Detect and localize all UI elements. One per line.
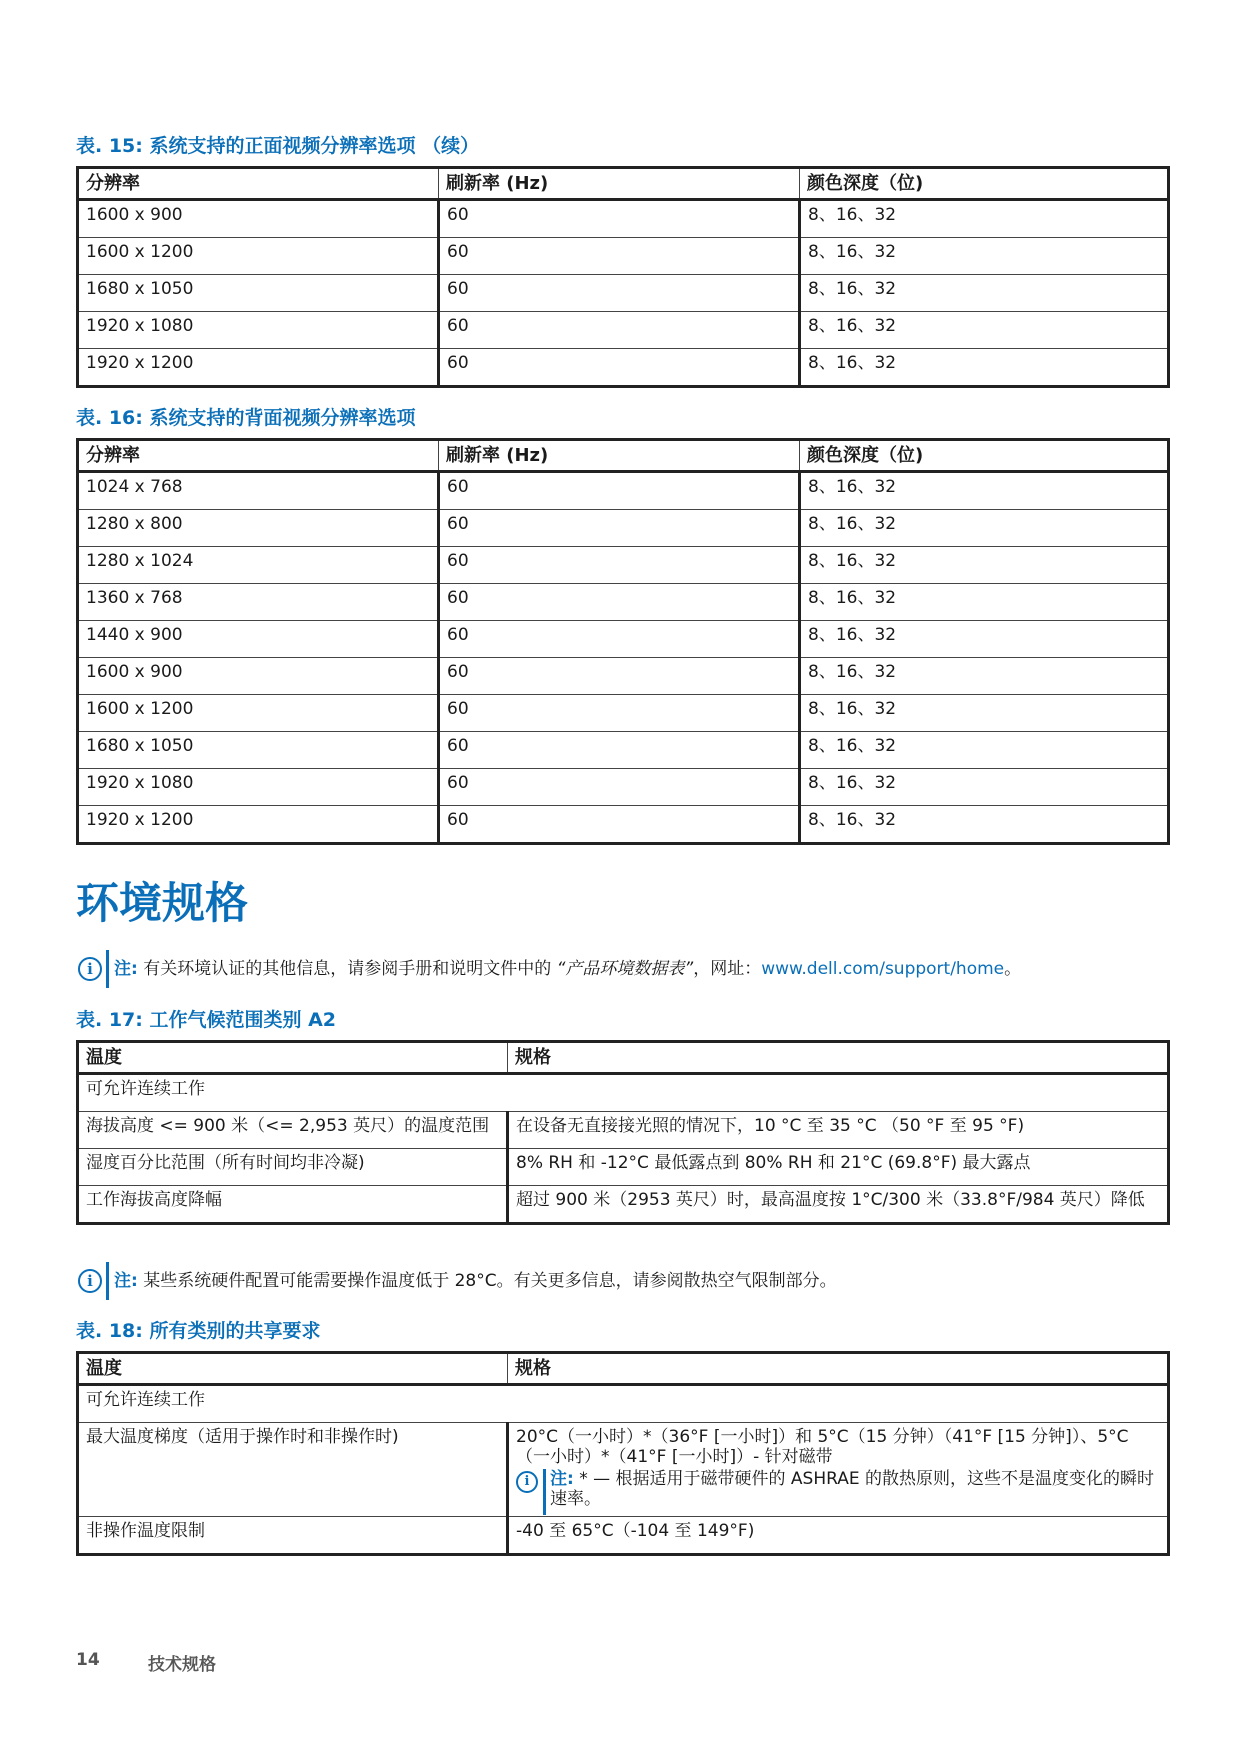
table-18 — [76, 1351, 1170, 1556]
header-color-depth: 颜色深度（位) — [800, 168, 1169, 200]
note-bar — [106, 1262, 109, 1300]
table-cell: 60 — [439, 584, 800, 621]
table-row — [78, 349, 1169, 387]
table-row — [78, 621, 1169, 658]
table-cell: 1600 x 1200 — [78, 238, 439, 275]
table-18-caption: 表. 18: 所有类别的共享要求 — [76, 1320, 321, 1342]
table-cell: 8、16、32 — [800, 621, 1169, 658]
note-text-before: 有关环境认证的其他信息，请参阅手册和说明文件中的 — [137, 959, 557, 979]
header-resolution: 分辨率 — [78, 440, 439, 472]
table-row — [78, 658, 1169, 695]
limit-label: 非操作温度限制 — [78, 1517, 508, 1555]
table-cell: 8、16、32 — [800, 349, 1169, 387]
span-row: 可允许连续工作 — [78, 1074, 1169, 1112]
header-color-depth: 颜色深度（位) — [800, 440, 1169, 472]
table-cell: 1680 x 1050 — [78, 732, 439, 769]
table-cell: 8% RH 和 -12°C 最低露点到 80% RH 和 21°C (69.8°F) 最大露点 — [508, 1149, 1169, 1186]
table-row — [78, 806, 1169, 844]
info-icon: i — [516, 1471, 538, 1493]
table-cell: 8、16、32 — [800, 200, 1169, 238]
table-cell: 海拔高度 <= 900 米（<= 2,953 英尺）的温度范围 — [78, 1112, 508, 1149]
table-cell: 60 — [439, 349, 800, 387]
table-cell: 1920 x 1080 — [78, 769, 439, 806]
table-cell: 60 — [439, 621, 800, 658]
table-15 — [76, 166, 1170, 388]
table-cell: 湿度百分比范围（所有时间均非冷凝) — [78, 1149, 508, 1186]
table-cell: 8、16、32 — [800, 238, 1169, 275]
table-cell: 8、16、32 — [800, 695, 1169, 732]
table-row — [78, 1423, 1169, 1517]
table-cell: 8、16、32 — [800, 472, 1169, 510]
header-temperature: 温度 — [78, 1353, 508, 1385]
table-row — [78, 1112, 1169, 1149]
table-15-caption: 表. 15: 系统支持的正面视频分辨率选项 （续） — [76, 135, 480, 157]
table-row — [78, 238, 1169, 275]
table-cell: 1920 x 1080 — [78, 312, 439, 349]
table-cell: 工作海拔高度降幅 — [78, 1186, 508, 1224]
table-cell: 8、16、32 — [800, 275, 1169, 312]
gradient-cell — [508, 1423, 1169, 1517]
table-row — [78, 200, 1169, 238]
table-cell: 1280 x 1024 — [78, 547, 439, 584]
table-row — [78, 312, 1169, 349]
table-cell: 60 — [439, 658, 800, 695]
table-cell: 60 — [439, 732, 800, 769]
table-row — [78, 584, 1169, 621]
table-cell: 1600 x 900 — [78, 658, 439, 695]
table-row — [78, 1517, 1169, 1555]
span-row: 可允许连续工作 — [78, 1385, 1169, 1423]
footer-section: 技术规格 — [148, 1655, 216, 1675]
header-refresh-rate: 刷新率 (Hz) — [439, 168, 800, 200]
table-cell: 1920 x 1200 — [78, 806, 439, 844]
table-cell: 8、16、32 — [800, 732, 1169, 769]
table-cell: 8、16、32 — [800, 584, 1169, 621]
table-16-caption: 表. 16: 系统支持的背面视频分辨率选项 — [76, 407, 416, 429]
table-cell: 60 — [439, 200, 800, 238]
table-cell: 8、16、32 — [800, 806, 1169, 844]
table-cell: 1440 x 900 — [78, 621, 439, 658]
table-cell: 60 — [439, 238, 800, 275]
gradient-note — [516, 1469, 1160, 1513]
table-row — [78, 510, 1169, 547]
table-cell: 60 — [439, 312, 800, 349]
table-cell: 1680 x 1050 — [78, 275, 439, 312]
table-cell: 1600 x 900 — [78, 200, 439, 238]
note-label: 注: — [550, 1469, 574, 1489]
table-cell: 60 — [439, 806, 800, 844]
header-specification: 规格 — [508, 1042, 1169, 1074]
table-row — [78, 275, 1169, 312]
table-row — [78, 472, 1169, 510]
table-cell: 8、16、32 — [800, 510, 1169, 547]
header-specification: 规格 — [508, 1353, 1169, 1385]
table-cell: 8、16、32 — [800, 312, 1169, 349]
header-refresh-rate: 刷新率 (Hz) — [439, 440, 800, 472]
limit-value: -40 至 65°C（-104 至 149°F) — [508, 1517, 1169, 1555]
table-cell: 60 — [439, 769, 800, 806]
note-bar — [106, 950, 109, 988]
note-text — [114, 1262, 837, 1300]
note-body: 某些系统硬件配置可能需要操作温度低于 28°C。有关更多信息，请参阅散热空气限制部分。 — [137, 1271, 837, 1291]
table-16 — [76, 438, 1170, 845]
info-icon: i — [78, 1269, 102, 1293]
table-cell: 1920 x 1200 — [78, 349, 439, 387]
table-row — [78, 769, 1169, 806]
note-label: 注: — [114, 959, 138, 979]
table-cell: 8、16、32 — [800, 769, 1169, 806]
note-text — [114, 950, 1021, 988]
note-italic: “产品环境数据表” — [556, 959, 694, 979]
gradient-value: 20°C（一小时）*（36°F [一小时]）和 5°C（15 分钟）（41°F [15 分钟]）、5°C（一小时）*（41°F [一小时]）- 针对磁带 — [516, 1427, 1129, 1467]
note-text-mid: ，网址： — [693, 959, 762, 979]
table-17 — [76, 1040, 1170, 1225]
table-cell: 1600 x 1200 — [78, 695, 439, 732]
info-icon: i — [78, 957, 102, 981]
table-cell: 8、16、32 — [800, 547, 1169, 584]
gradient-note-body: * — 根据适用于磁带硬件的 ASHRAE 的散热原则，这些不是温度变化的瞬时速率。 — [550, 1469, 1155, 1509]
table-cell: 60 — [439, 695, 800, 732]
table-cell: 60 — [439, 275, 800, 312]
table-cell: 60 — [439, 510, 800, 547]
header-resolution: 分辨率 — [78, 168, 439, 200]
note-text-after: 。 — [1004, 959, 1022, 979]
table-cell: 1360 x 768 — [78, 584, 439, 621]
table-cell: 超过 900 米（2953 英尺）时，最高温度按 1°C/300 米（33.8°F/984 英尺）降低 — [508, 1186, 1169, 1224]
section-heading: 环境规格 — [76, 879, 248, 929]
table-cell: 8、16、32 — [800, 658, 1169, 695]
gradient-note-text — [546, 1469, 1160, 1509]
note-bar — [543, 1469, 546, 1515]
table-17-caption: 表. 17: 工作气候范围类别 A2 — [76, 1009, 337, 1031]
table-row — [78, 695, 1169, 732]
note-label: 注: — [114, 1271, 138, 1291]
table-row — [78, 1149, 1169, 1186]
page-number: 14 — [76, 1650, 100, 1670]
table-row — [78, 1186, 1169, 1224]
support-link[interactable]: www.dell.com/support/home — [761, 959, 1005, 979]
gradient-label: 最大温度梯度（适用于操作时和非操作时) — [78, 1423, 508, 1517]
table-cell: 60 — [439, 547, 800, 584]
header-temperature: 温度 — [78, 1042, 508, 1074]
table-cell: 60 — [439, 472, 800, 510]
table-row — [78, 547, 1169, 584]
table-cell: 在设备无直接接光照的情况下，10 °C 至 35 °C （50 °F 至 95 °F) — [508, 1112, 1169, 1149]
table-cell: 1024 x 768 — [78, 472, 439, 510]
table-row — [78, 732, 1169, 769]
table-cell: 1280 x 800 — [78, 510, 439, 547]
